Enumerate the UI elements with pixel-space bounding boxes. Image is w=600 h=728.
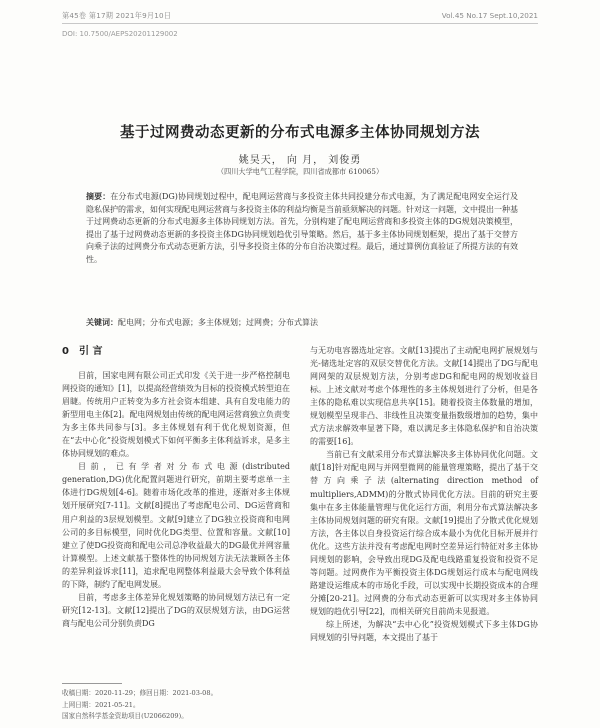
paragraph: 目前，已有学者对分布式电源(distributed generation,DG)优化配置问题进行研究，前期主要考虑单一主体进行DG规划[4-6]。随着市场化改革的推进，逐渐对多主体规划开展研究[7-11]。文献[8]提出了考虑配电公司、DG运营商和用户利益的3层规划模型。文献[9]建立了DG独立投资商和电网公司的多目标模型，同时优化DG类型、位置和容量。文献[10]建立了使DG投资商和配电公司总净收益最大的DG最优并网容量计算模型。上述文献基于整体性的协同规划方法无法兼顾各主体的差异利益诉求[11]，追求配电网整体利益最大会导致个体利益的下降，制约了配电网发展。 xyxy=(62,462,290,589)
section-heading xyxy=(62,345,290,359)
abstract-text: 在分布式电源(DG)协同规划过程中，配电网运营商与多投资主体共同投建分布式电源，为了满足配电网安全运行及隐私保护的需求，如何实现配电网运营商与多投资主体的利益均衡是当前亟须解决的问题。针对这一问题，文中提出一种基于过网费动态更新的分布式电源多主体协同规划方法。首先，分别构建了配电网运营商和多投资主体的DG规划决策模型，提出了基于过网费动态更新的多投资主体DG协同规划趋优引导策略。然后，基于多主体协同规划框架，提出了基于交替方向乘子法的过网费分布式动态更新方法，引导多投资主体的分布自治决策过程。最后，通过算例仿真验证了所提方法的有效性。 xyxy=(86,192,519,264)
keywords-text: 配电网；分布式电源；多主体规划；过网费；分布式算法 xyxy=(118,318,318,327)
keywords xyxy=(86,317,518,328)
abstract xyxy=(86,191,518,266)
paragraph: 综上所述，为解决“去中心化”投资规划模式下多主体DG协同规划的引导问题，本文提出了基于 xyxy=(310,619,538,643)
paragraph: 目前，国家电网有限公司正式印发《关于进一步严格控制电网投资的通知》[1]，以提高经营绩效为目标的投资模式转型迫在眉睫。传统用户正转变为多方社会资本组建、具有自发电能力的新型用电主体[2]。配电网规划由传统的配电网运营商独立负责变为多主体共同参与[3]。多主体规划有利于优化规划资源，但在“去中心化”投资规划模式下如何平衡多主体利益诉求，是多主体协同规划的难点。 xyxy=(62,371,290,459)
running-header xyxy=(62,7,538,27)
footnote-rule xyxy=(62,683,122,684)
doi: DOI: 10.7500/AEPS20201129002 xyxy=(62,30,178,38)
journal-volume-info: Vol.45 No.17 Sept.10,2021 xyxy=(441,11,538,20)
paragraph: 与无功电容器选址定容。文献[13]提出了主动配电网扩展规划与光-储选址定容的双层交替优化方法。文献[14]提出了DG与配电网网架的双层规划方法，分别考虑DG和配电网的规划收益目标。上述文献对考虑个体理性的多主体规划进行了分析，但是各主体的隐私难以实现信息共享[15]。随着投资主体数量的增加，规划模型呈现非凸、非线性且决策变量指数级增加的趋势，集中式方法求解效率显著下降，难以满足多主体隐私保护和自治决策的需要[16]。 xyxy=(310,346,538,447)
section-number: 0 xyxy=(62,346,69,357)
footnotes xyxy=(62,688,302,723)
authors: 姚昊天， 向 月， 刘俊勇 xyxy=(238,155,362,166)
paragraph: 当前已有文献采用分布式算法解决多主体协同优化问题。文献[18]针对配电网与并网型微网的能量管理策略，提出了基于交替方向乘子法(alternating direction method of multipliers,ADMM)的分散式协同优化方法。目前的研究主要集中在多主体能量管理与优化运行方面，利用分布式算法解决多主体协同规划问题的研究有限。文献[19]提出了分散式优化规划方法，各主体以自身投资运行综合成本最小为优化目标开展并行优化。这些方法并没有考虑配电网时空差异运行特征对多主体协同规划的影响，会导致出现DG及配电线路重复投资和投资不足等问题。过网费作为平衡投资主体DG规划运行成本与配电网线路建设运维成本的市场化手段，可以实现中长期投资成本的合理分摊[20-21]。过网费的分布式动态更新可以实现对多主体协同规划的趋优引导[22]，而相关研究目前尚未见报道。 xyxy=(310,450,538,616)
paragraph: 目前，考虑多主体差异化规划策略的协同规划方法已有一定研究[12-13]。文献[12]提出了DG的双层规划方法，由DG运营商与配电公司分别负责DG xyxy=(62,592,290,628)
paper-title: 基于过网费动态更新的分布式电源多主体协同规划方法 xyxy=(120,125,480,141)
journal-issue-info: 第45卷 第17期 2021年9月10日 xyxy=(62,11,172,20)
affiliation: （四川大学电气工程学院，四川省成都市 610065） xyxy=(216,167,384,176)
footnote-funding: 国家自然科学基金资助项目(U2066209)。 xyxy=(62,712,188,720)
left-column xyxy=(62,345,290,630)
header-rule xyxy=(62,23,538,24)
abstract-label: 摘要： xyxy=(86,192,111,201)
right-column xyxy=(310,344,538,644)
keywords-label: 关键词： xyxy=(86,318,118,327)
footnote-received: 收稿日期：2020-11-29；修回日期：2021-03-08。 xyxy=(62,689,218,697)
section-title: 引 言 xyxy=(78,346,103,357)
footnote-online: 上网日期：2021-05-21。 xyxy=(62,700,140,709)
